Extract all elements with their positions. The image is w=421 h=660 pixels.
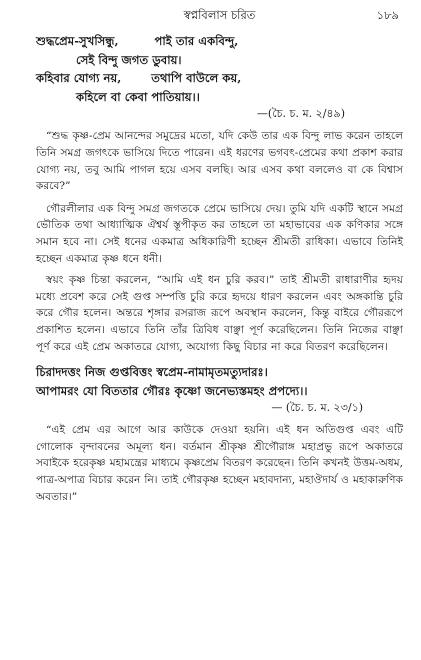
verse-reference-2: — (চৈ. চ. ম. ২৩/১) [271,401,363,415]
running-title: স্বপ্নবিলাস চরিত [183,8,256,22]
page-header [36,4,403,26]
verse-line: শুদ্ধপ্রেম-সুখসিন্ধু, পাই তার একবিন্দু, [36,34,239,48]
paragraph-3: স্বয়ং কৃষ্ণ চিন্তা করলেন, “আমি এই ধন চুরি করব।” তাই শ্রীমতী রাধারাণীর হৃদয় মধ্যে প্রবেশ করে সেই গুপ্ত সম্পত্তি চুরি করে হৃদয়ে ধারণ করলেন এবং অঙ্গকান্তি চুরি করে গৌর হলেন। অন্তরে শৃঙ্গার রসরাজ রূপে অবস্থান করলেন, কিন্তু বাইরে গৌররূপে প্রকাশিত হলেন। এভাবে তিনি তাঁর ত্রিবিধ বাঞ্ছা পূর্ণ করেছিলেন। তিনি নিজের বাঞ্ছা পূর্ণ করে এই প্রেম অকাতরে যোগ্য, অযোগ্য কিছু বিচার না করে বিতরণ করেছিলেন। [36,274,403,353]
verse-block-2 [36,363,403,400]
verse-line: কহিলে বা কেবা পাতিয়ায়।। [76,89,200,104]
verse-line: কহিবার যোগ্য নয়, তথাপি বাউলে কয়, [36,71,242,86]
paragraph-1: “শুদ্ধ কৃষ্ণ-প্রেম আনন্দের সমুদ্রের মতো, যদি কেউ তার এক বিন্দু লাভ করেন তাহলে তিনি সমগ্র জগৎকে ভাসিয়ে দিতে পারেন। এই ধরণের ভগবৎ-প্রেমের কথা প্রকাশ করার যোগ্য নয়, তবু আমি পাগল হয়ে এসব বলছি। আর এসব কথা বললেও বা কে বিশ্বাস করবে?” [36,130,403,193]
verse-reference-1: —(চৈ. চ. ম. ২/৪৯) [256,107,345,121]
verse-block-1 [36,32,403,106]
paragraph-2: গৌরলীলার এক বিন্দু সমগ্র জগতকে প্রেমে ভাসিয়ে দেয়। তুমি যদি একটি স্থানে সমগ্র ভৌতিক তথা আধ্যাত্মিক ঐশ্বর্য স্তূপীকৃত কর তাহলে তা মহাভাবের এক কণিকার সঙ্গে সমান হবে না। সেই ধনের একমাত্র অধিকারিণী হচ্ছেন শ্রীমতী রাধিকা। এভাবে তিনিই হচ্ছেন একমাত্র কৃষ্ণ ধনে ধনী। [36,202,403,265]
verse-line: আপামরং যো বিততার গৌরঃ কৃষ্ণো জনেভ্যস্তমহং প্রপদ্যে।। [36,383,308,398]
closing-paragraph: “এই প্রেম এর আগে আর কাউকে দেওয়া হয়নি। এই ধন অতিগুপ্ত এবং এটি গোলোক বৃন্দাবনের অমূল্য ধন। বর্তমান শ্রীকৃষ্ণ শ্রীগৌরাঙ্গ মহাপ্রভু রূপে অকাতরে সবাইকে হরেকৃষ্ণ মহামন্ত্রের মাধ্যমে কৃষ্ণপ্রেম বিতরণ করেছেন। তিনি কখনই উত্তম-অধম, পাত্র-অপাত্র বিচার করেন নি। তাই গৌরকৃষ্ণ হচ্ছেন মহাবদান্য, মহাঔদার্য ও মহাকারুণিক অবতার।” [36,424,403,503]
verse-line: সেই বিন্দু জগত ডুবায়। [76,52,182,67]
verse-line: চিরাদদত্তং নিজ গুপ্তবিত্তং স্বপ্রেম-নামামৃতমত্যুদারঃ। [36,365,268,380]
page-number: ১৮৯ [376,8,399,22]
